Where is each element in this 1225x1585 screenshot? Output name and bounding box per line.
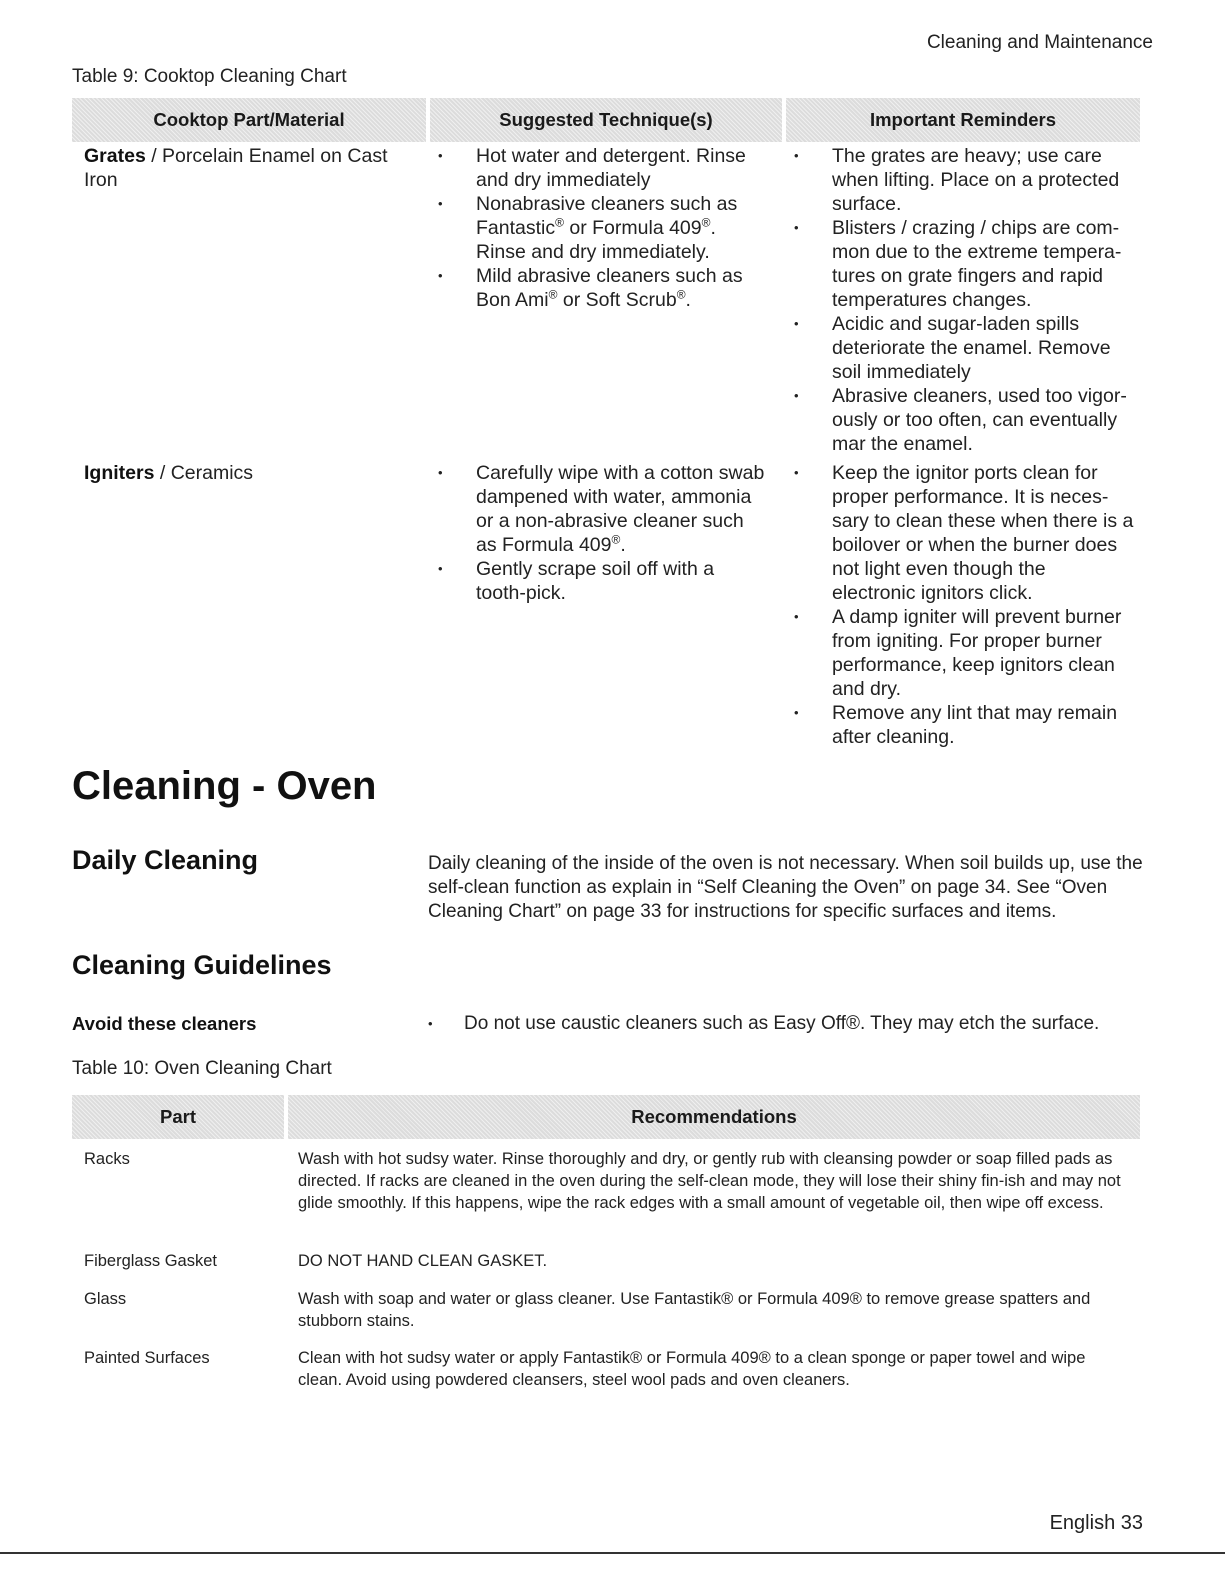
table9-header-technique: Suggested Technique(s)	[430, 98, 782, 142]
part-name: Grates	[84, 145, 146, 167]
daily-cleaning-heading: Daily Cleaning	[72, 845, 259, 875]
reminder-item: • A damp igniter will prevent burner from igniting. For proper burner performance, keep ignitors clean and dry.	[794, 605, 1134, 701]
avoid-cleaners-text: Do not use caustic cleaners such as Easy Off®. They may etch the surface.	[464, 1013, 1100, 1034]
avoid-cleaners-item	[428, 1013, 1099, 1035]
table10-row-part: Glass	[84, 1290, 127, 1308]
table10-row-recommendation: DO NOT HAND CLEAN GASKET.	[298, 1252, 548, 1270]
reminder-item: • Blisters / crazing / chips are com-mon due to the extreme tempera-tures on grate fingers and rapid temperatures changes.	[794, 216, 1134, 312]
table9-row-igniters-techniques	[438, 461, 768, 605]
table10-row-part: Racks	[84, 1150, 130, 1168]
part-material: / Ceramics	[154, 462, 254, 484]
table10-row-recommendation: Wash with soap and water or glass cleaner. Use Fantastik® or Formula 409® to remove grease spatters and stubborn stains.	[298, 1290, 1091, 1330]
bottom-rule	[0, 1552, 1225, 1554]
table9-row-igniters-part	[84, 461, 404, 485]
table9-row-grates-techniques	[438, 144, 768, 312]
table9-header-part: Cooktop Part/Material	[72, 98, 426, 142]
table9-header-reminders: Important Reminders	[786, 98, 1140, 142]
avoid-cleaners-label: Avoid these cleaners	[72, 1013, 257, 1034]
page-footer: English 33	[1049, 1512, 1143, 1534]
cleaning-guidelines-heading: Cleaning Guidelines	[72, 950, 332, 980]
reminder-item: • The grates are heavy; use care when lifting. Place on a protected surface.	[794, 144, 1134, 216]
table10-row-recommendation: Clean with hot sudsy water or apply Fantastik® or Formula 409® to a clean sponge or paper towel and wipe clean. Avoid using powdered cleansers, steel wool pads and oven cleaners.	[298, 1349, 1086, 1389]
technique-item: • Gently scrape soil off with a tooth-pick.	[438, 557, 768, 605]
table9-row-grates-reminders	[794, 144, 1134, 456]
section-title: Cleaning - Oven	[72, 764, 377, 808]
table10-row-part: Painted Surfaces	[84, 1349, 210, 1367]
running-header: Cleaning and Maintenance	[926, 32, 1153, 53]
bullet-icon: •	[428, 1016, 433, 1032]
table10-row-part: Fiberglass Gasket	[84, 1252, 217, 1270]
reminder-item: • Keep the ignitor ports clean for proper performance. It is neces-sary to clean these when there is a boilover or when the burner does not light even though the electronic ignitors click.	[794, 461, 1134, 605]
table10-caption: Table 10: Oven Cleaning Chart	[72, 1058, 332, 1079]
technique-item: • Hot water and detergent. Rinse and dry immediately	[438, 144, 768, 192]
table9-row-grates-part	[84, 144, 404, 192]
reminder-item: • Abrasive cleaners, used too vigor-ously or too often, can eventually mar the enamel.	[794, 384, 1134, 456]
table10-header-part: Part	[72, 1095, 284, 1139]
reminder-item: • Acidic and sugar-laden spills deteriorate the enamel. Remove soil immediately	[794, 312, 1134, 384]
part-name: Igniters	[84, 462, 155, 484]
daily-cleaning-text: Daily cleaning of the inside of the oven is not necessary. When soil builds up, use the self-clean function as explain in “Self Cleaning the Oven” on page 34. See “Oven Cleaning Chart” on page 33 for instructions for specific surfaces and items.	[428, 853, 1143, 922]
part-material: / Porcelain Enamel on Cast Iron	[84, 145, 388, 191]
table10-header-recommendations: Recommendations	[288, 1095, 1140, 1139]
technique-item: • Mild abrasive cleaners such as Bon Ami® or Soft Scrub®.	[438, 264, 768, 312]
table10-row-recommendation: Wash with hot sudsy water. Rinse thoroughly and dry, or gently rub with cleansing powder or soap filled pads as directed. If racks are cleaned in the oven during the self-clean mode, they will lose their shiny fin-ish and may not glide smoothly. If this happens, wipe the rack edges with a small amount of vegetable oil, then wipe off excess.	[298, 1150, 1121, 1212]
table9-caption: Table 9: Cooktop Cleaning Chart	[72, 66, 347, 87]
technique-item: • Carefully wipe with a cotton swab dampened with water, ammonia or a non-abrasive cleaner such as Formula 409®.	[438, 461, 768, 557]
reminder-item: • Remove any lint that may remain after cleaning.	[794, 701, 1134, 749]
table9-row-igniters-reminders	[794, 461, 1134, 749]
technique-item: • Nonabrasive cleaners such as Fantastic® or Formula 409®. Rinse and dry immediately.	[438, 192, 768, 264]
